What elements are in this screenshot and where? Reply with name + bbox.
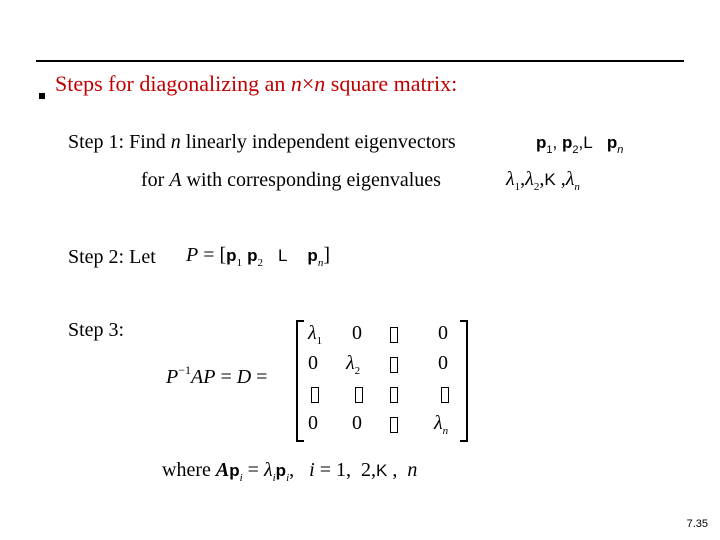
step3-label: Step 3: bbox=[68, 319, 125, 341]
matrix-cell-4-4: $\lambda_n$ bbox=[434, 412, 449, 437]
where-line: where $Ap_i = \lambda_ip_i$, i = 1, 2,K , n bbox=[162, 459, 418, 484]
step2-equation: $P = [p_1$ $p_2$ L $p_n$] bbox=[186, 244, 330, 269]
matrix-right-bracket bbox=[460, 320, 468, 442]
step1-line2: for A with corresponding eigenvalues bbox=[141, 169, 441, 191]
matrix-left-bracket bbox=[296, 320, 304, 442]
title-rule bbox=[36, 60, 684, 62]
matrix-cell-2-1: 0 bbox=[308, 352, 318, 374]
matrix-cell-2-2: $\lambda_2$ bbox=[346, 352, 361, 377]
ellipsis-placeholder-icon bbox=[311, 387, 319, 403]
bullet-square-icon bbox=[39, 93, 45, 99]
step1-eigenvalues: $\lambda_1,\lambda_2,K$ $,\lambda_n$ bbox=[506, 168, 580, 193]
diagonal-matrix bbox=[296, 320, 468, 440]
matrix-cell-1-1: $\lambda_1$ bbox=[308, 322, 323, 347]
ellipsis-placeholder-icon bbox=[441, 387, 449, 403]
matrix-cell-1-2: 0 bbox=[352, 322, 362, 344]
step2-label: Step 2: Let bbox=[68, 246, 156, 268]
ellipsis-placeholder-icon bbox=[390, 387, 398, 403]
ellipsis-placeholder-icon bbox=[390, 357, 398, 373]
matrix-cell-4-2: 0 bbox=[352, 412, 362, 434]
ellipsis-placeholder-icon bbox=[355, 387, 363, 403]
matrix-cell-4-1: 0 bbox=[308, 412, 318, 434]
step1-line1: Step 1: Find n linearly independent eigenvectors bbox=[68, 131, 456, 153]
page-number: 7.35 bbox=[686, 518, 708, 530]
ellipsis-placeholder-icon bbox=[390, 417, 398, 433]
step1-eigenvectors: $p_1$, $p_2,L$ $p_n$ bbox=[536, 133, 624, 156]
matrix-cell-1-4: 0 bbox=[438, 322, 448, 344]
bullet-heading: Steps for diagonalizing an n×n square matrix: bbox=[55, 71, 458, 96]
matrix-cell-2-4: 0 bbox=[438, 352, 448, 374]
step3-lhs: $P^{-1}AP = D$ = bbox=[166, 363, 268, 388]
ellipsis-placeholder-icon bbox=[390, 327, 398, 343]
